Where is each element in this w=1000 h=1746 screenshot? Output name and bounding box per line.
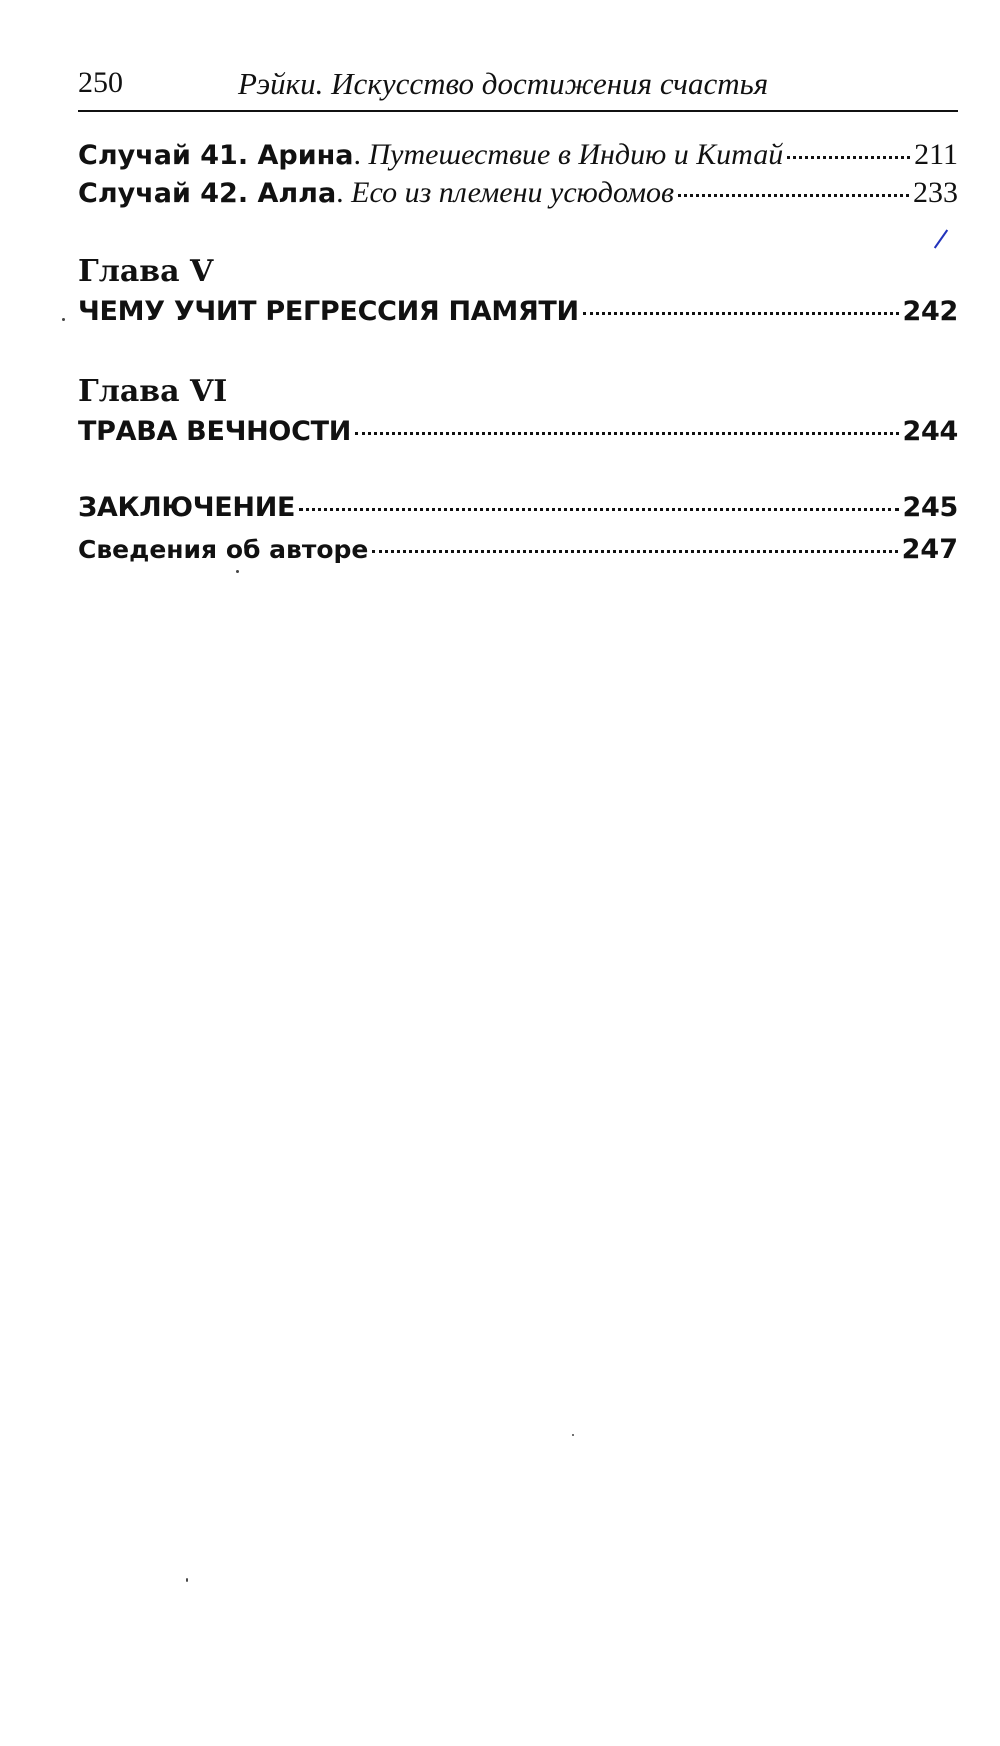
toc-page-number: 247 [901, 534, 958, 565]
toc-page-number: 211 [914, 138, 958, 171]
dot-leader [372, 550, 897, 553]
toc-entry-title: Случай 41. Арина. Путешествие в Индию и Китай [78, 138, 784, 171]
print-speck [236, 570, 239, 573]
toc-page-number: 245 [902, 492, 958, 523]
toc-entry-conclusion[interactable] [78, 492, 958, 523]
toc-page-number: 233 [913, 176, 958, 209]
chapter-heading-6: Глава VI [78, 374, 228, 409]
toc-page-number: 244 [902, 416, 958, 447]
page-number: 250 [78, 66, 123, 99]
toc-entry-title: ТРАВА ВЕЧНОСТИ [78, 416, 351, 447]
toc-entry-title: Сведения об авторе [78, 535, 369, 564]
toc-entry-case-42[interactable] [78, 176, 958, 210]
print-speck [186, 1578, 188, 1582]
chapter-heading-5: Глава V [78, 254, 214, 289]
dot-leader [355, 432, 899, 435]
print-speck [572, 1434, 574, 1436]
dot-leader [583, 312, 899, 315]
toc-entry-title: ЧЕМУ УЧИТ РЕГРЕССИЯ ПАМЯТИ [78, 296, 579, 327]
toc-entry-about-author[interactable] [78, 534, 958, 565]
toc-entry-title: ЗАКЛЮЧЕНИЕ [78, 492, 296, 523]
toc-entry-chapter-5[interactable] [78, 296, 958, 327]
dot-leader [299, 508, 898, 511]
pen-mark [934, 229, 948, 248]
running-head [78, 60, 958, 112]
toc-entry-case-41[interactable] [78, 138, 958, 172]
print-speck [62, 318, 65, 321]
toc-entry-chapter-6[interactable] [78, 416, 958, 447]
dot-leader [678, 194, 909, 197]
toc-page-number: 242 [902, 296, 958, 327]
toc-entry-title: Случай 42. Алла. Есо из племени усюдомов [78, 176, 674, 209]
dot-leader [787, 156, 910, 159]
book-title: Рэйки. Искусство достижения счастья [238, 66, 769, 101]
